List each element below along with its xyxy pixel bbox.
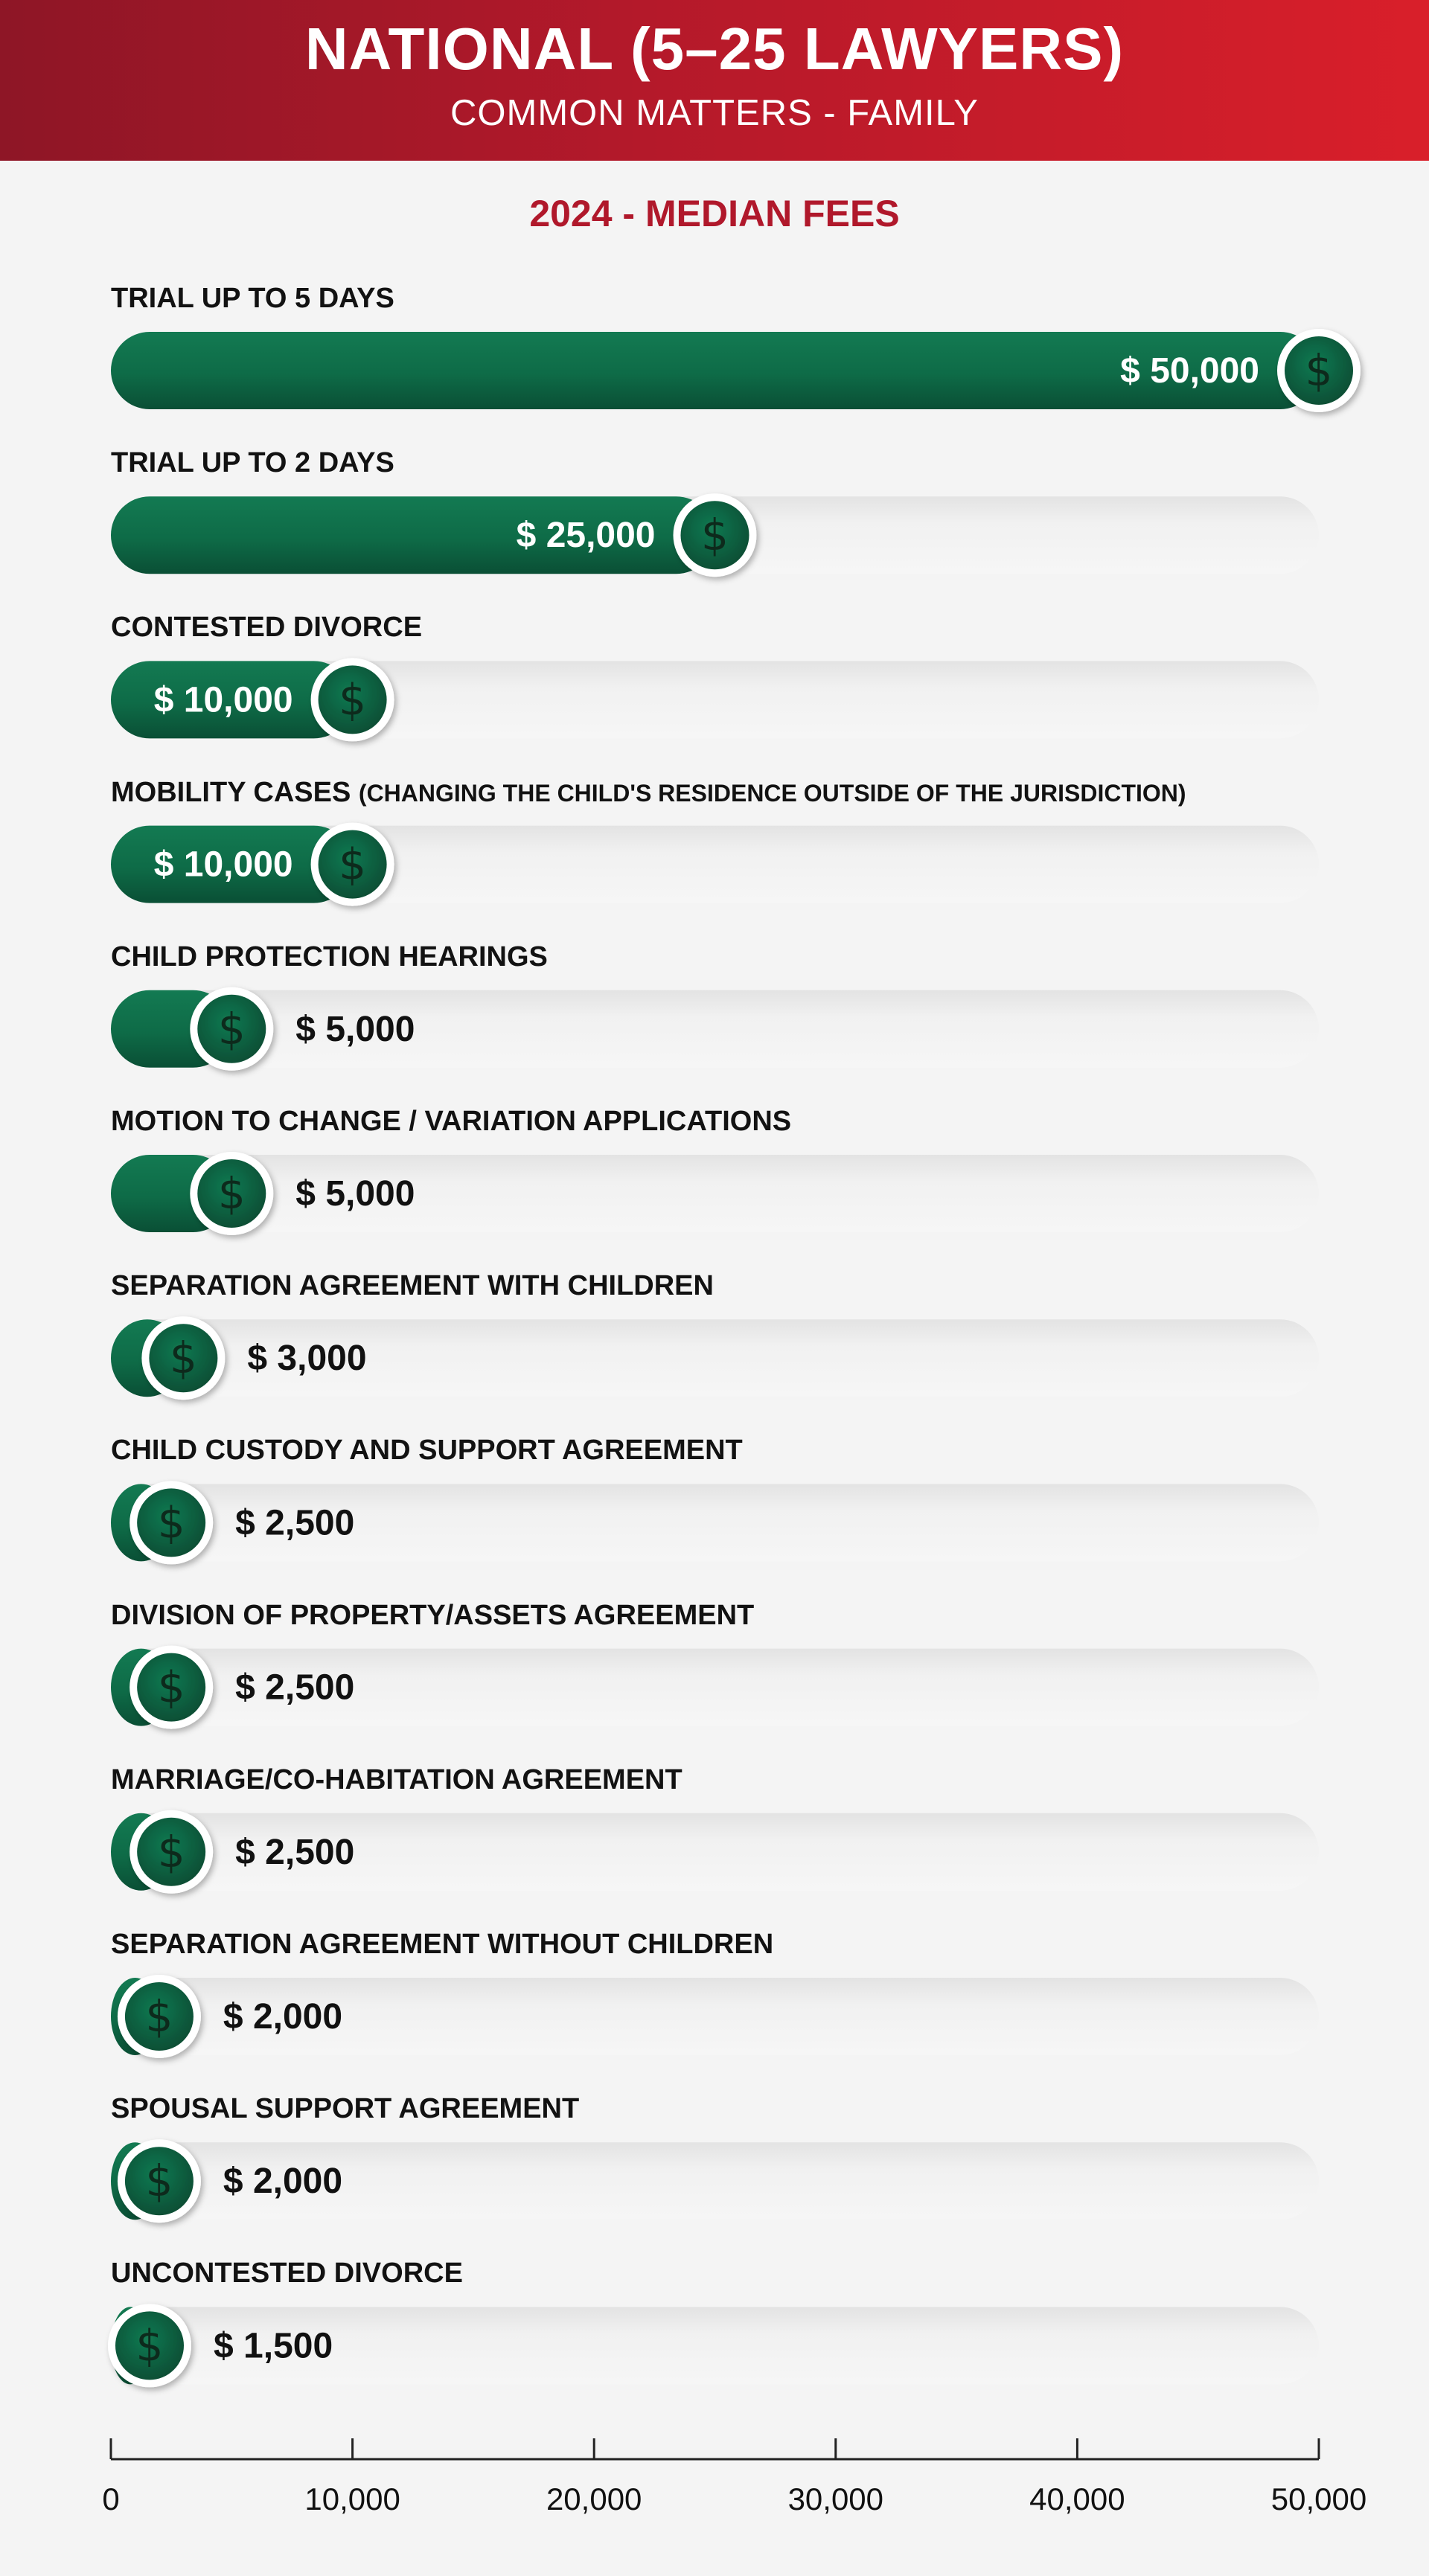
svg-text:$: $ <box>217 1168 246 1219</box>
dollar-coin-icon <box>674 493 757 577</box>
category-note: (CHANGING THE CHILD'S RESIDENCE OUTSIDE OF THE JURISDICTION) <box>358 779 1186 807</box>
value-label: $ 2,500 <box>235 1667 355 1708</box>
dollar-coin-icon <box>311 823 394 906</box>
value-label: $ 2,500 <box>235 1832 355 1872</box>
category-label-text: SEPARATION AGREEMENT WITHOUT CHILDREN <box>111 1929 774 1960</box>
category-label-text: CHILD CUSTODY AND SUPPORT AGREEMENT <box>111 1435 743 1467</box>
dollar-coin-icon <box>130 1810 213 1894</box>
svg-text:$: $ <box>701 510 729 561</box>
category-label-text: CONTESTED DIVORCE <box>111 612 423 644</box>
dollar-coin-icon <box>108 2304 191 2387</box>
category-label-text: TRIAL UP TO 5 DAYS <box>111 283 394 314</box>
category-label-text: MARRIAGE/CO-HABITATION AGREEMENT <box>111 1763 682 1795</box>
value-label: $ 10,000 <box>153 845 293 885</box>
category-label-text: UNCONTESTED DIVORCE <box>111 2258 463 2290</box>
dollar-coin-icon <box>130 1646 213 1729</box>
svg-text:$: $ <box>145 2156 173 2207</box>
x-tick-label: 10,000 <box>304 2482 400 2516</box>
value-label: $ 5,000 <box>295 1174 415 1214</box>
svg-text:$: $ <box>157 1497 185 1548</box>
x-tick-label: 20,000 <box>546 2482 642 2516</box>
svg-text:$: $ <box>135 2320 164 2371</box>
svg-text:$: $ <box>339 839 367 890</box>
value-label: $ 25,000 <box>516 516 656 556</box>
svg-text:$: $ <box>339 674 367 725</box>
chart-title: 2024 - MEDIAN FEES <box>529 193 900 234</box>
page-title: NATIONAL (5–25 LAWYERS) <box>304 16 1125 82</box>
dollar-coin-icon <box>130 1481 213 1564</box>
category-label-text: SPOUSAL SUPPORT AGREEMENT <box>111 2093 580 2125</box>
value-label: $ 50,000 <box>1120 351 1259 391</box>
category-label-text: MOTION TO CHANGE / VARIATION APPLICATIONS <box>111 1106 792 1137</box>
category-label-text: DIVISION OF PROPERTY/ASSETS AGREEMENT <box>111 1599 755 1631</box>
svg-text:$: $ <box>217 1003 246 1054</box>
svg-text:$: $ <box>1305 345 1333 396</box>
dollar-coin-icon <box>190 987 273 1071</box>
svg-text:$: $ <box>169 1333 197 1384</box>
dollar-coin-icon <box>1277 329 1361 412</box>
value-label: $ 2,000 <box>223 1997 343 2037</box>
svg-text:$: $ <box>157 1662 185 1713</box>
bar-track <box>111 1155 1319 1232</box>
dollar-coin-icon <box>311 658 394 741</box>
bar-track <box>111 990 1319 1068</box>
category-label-text: TRIAL UP TO 2 DAYS <box>111 447 394 479</box>
value-label: $ 3,000 <box>247 1339 367 1379</box>
value-label: $ 10,000 <box>153 680 293 720</box>
dollar-coin-icon <box>118 1975 201 2058</box>
category-label-text: SEPARATION AGREEMENT WITH CHILDREN <box>111 1270 714 1302</box>
x-tick-label: 40,000 <box>1029 2482 1125 2516</box>
page-subtitle: COMMON MATTERS - FAMILY <box>450 93 979 133</box>
value-label: $ 2,000 <box>223 2162 343 2202</box>
category-label-text: CHILD PROTECTION HEARINGS <box>111 941 548 973</box>
value-label: $ 2,500 <box>235 1503 355 1543</box>
dollar-coin-icon <box>190 1152 273 1235</box>
x-tick-label: 0 <box>102 2482 120 2516</box>
category-label-text: MOBILITY CASES <box>111 776 351 808</box>
value-label: $ 1,500 <box>214 2326 333 2366</box>
x-tick-label: 50,000 <box>1270 2482 1367 2516</box>
dollar-coin-icon <box>141 1316 225 1400</box>
svg-text:$: $ <box>157 1826 185 1877</box>
x-tick-label: 30,000 <box>787 2482 884 2516</box>
value-label: $ 5,000 <box>295 1009 415 1049</box>
dollar-coin-icon <box>118 2139 201 2223</box>
svg-text:$: $ <box>145 1991 173 2042</box>
